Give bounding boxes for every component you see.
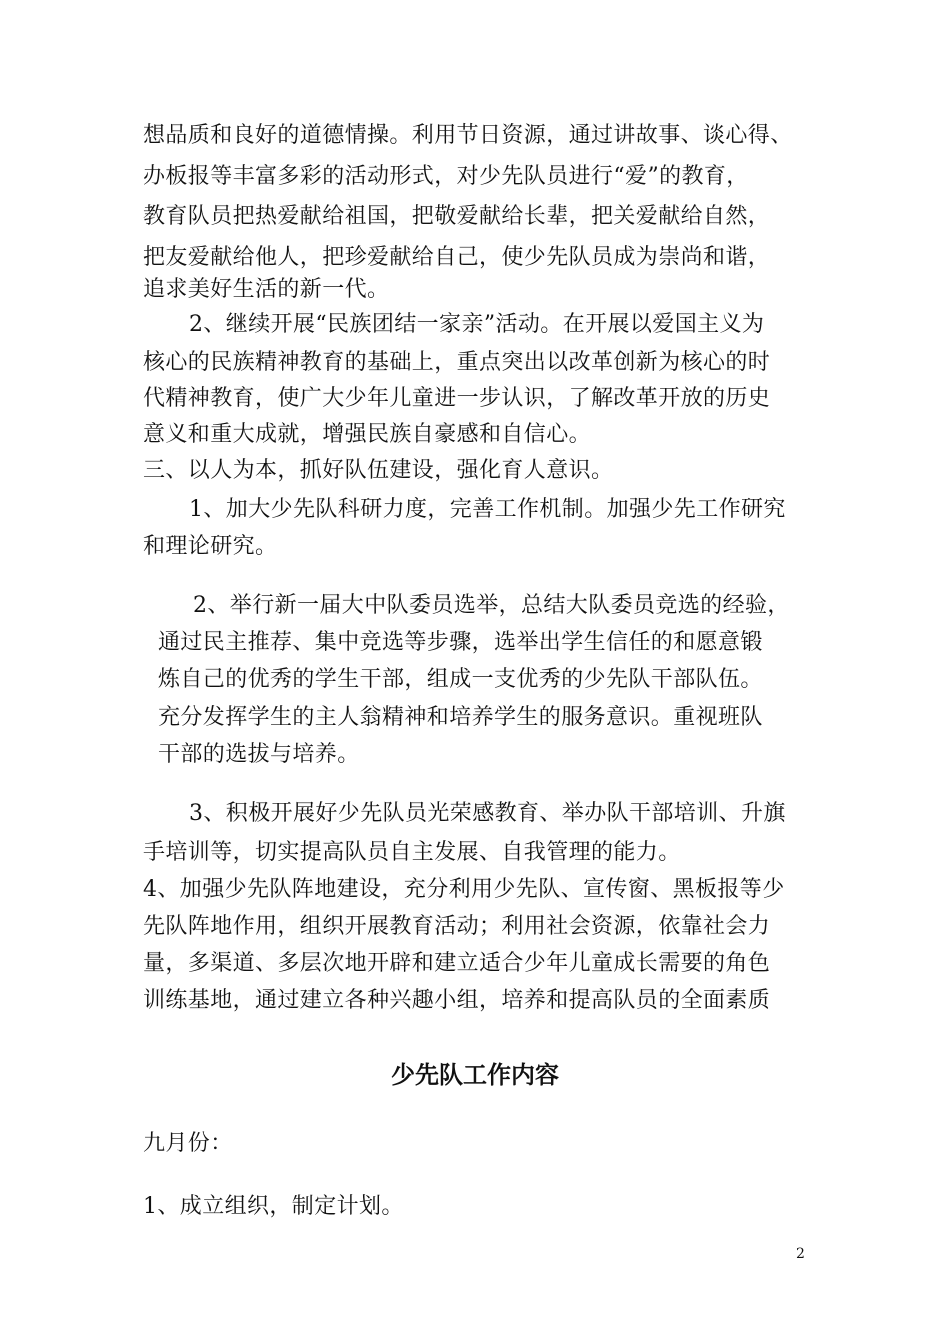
list-item-line: 干部的选拔与培养。 [158, 742, 360, 767]
list-item-line: 通过民主推荐、集中竞选等步骤，选举出学生信任的和愿意锻 [158, 630, 763, 655]
page-number: 2 [796, 1246, 805, 1262]
list-item-line: 充分发挥学生的主人翁精神和培养学生的服务意识。重视班队 [158, 705, 763, 730]
month-label: 九月份： [143, 1131, 233, 1156]
list-item-line: 1、成立组织，制定计划。 [143, 1194, 404, 1219]
list-item-line: 3、积极开展好少先队员光荣感教育、举办队干部培训、升旗 [189, 801, 786, 826]
list-item-line: 2、继续开展“民族团结一家亲”活动。在开展以爱国主义为 [189, 312, 765, 337]
list-item-line: 意义和重大成就，增强民族自豪感和自信心。 [143, 422, 592, 447]
paragraph-line: 把友爱献给他人，把珍爱献给自己，使少先队员成为崇尚和谐， [143, 245, 771, 270]
list-item-line: 核心的民族精神教育的基础上，重点突出以改革创新为核心的时 [143, 350, 771, 375]
list-item-line: 2、举行新一届大中队委员选举，总结大队委员竞选的经验， [193, 593, 790, 618]
list-item-line: 先队阵地作用，组织开展教育活动；利用社会资源，依靠社会力 [143, 914, 771, 939]
list-item-line: 手培训等，切实提高队员自主发展、自我管理的能力。 [143, 840, 681, 865]
list-item-line: 1、加大少先队科研力度，完善工作机制。加强少先工作研究 [189, 497, 786, 522]
list-item-line: 和理论研究。 [143, 534, 278, 559]
list-item-line: 代精神教育，使广大少年儿童进一步认识，了解改革开放的历史 [143, 386, 771, 411]
paragraph-line: 办板报等丰富多彩的活动形式，对少先队员进行“爱”的教育， [143, 164, 749, 189]
paragraph-line: 教育队员把热爱献给祖国，把敬爱献给长辈，把关爱献给自然， [143, 204, 771, 229]
list-item-line: 4、加强少先队阵地建设，充分利用少先队、宣传窗、黑板报等少 [143, 877, 785, 902]
list-item-line: 量，多渠道、多层次地开辟和建立适合少年儿童成长需要的角色 [143, 951, 771, 976]
section-heading: 三、以人为本，抓好队伍建设，强化育人意识。 [143, 458, 614, 483]
paragraph-line: 追求美好生活的新一代。 [143, 277, 390, 302]
paragraph-line: 想品质和良好的道德情操。利用节日资源，通过讲故事、谈心得、 [143, 123, 793, 148]
section-title: 少先队工作内容 [391, 1061, 559, 1089]
list-item-line: 炼自己的优秀的学生干部，组成一支优秀的少先队干部队伍。 [158, 667, 763, 692]
list-item-line: 训练基地，通过建立各种兴趣小组，培养和提高队员的全面素质 [143, 988, 771, 1013]
